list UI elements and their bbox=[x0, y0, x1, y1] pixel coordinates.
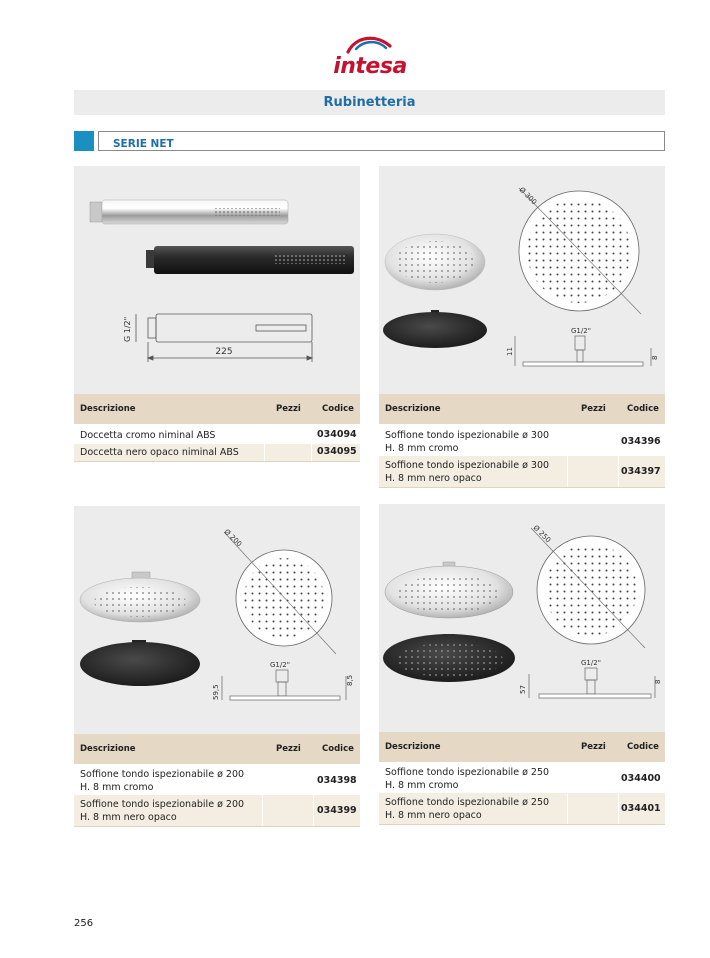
row-description: Doccetta nero opaco niminal ABS bbox=[80, 447, 239, 458]
drawing-height-right: 8 bbox=[651, 355, 659, 360]
row-description-line1: Soffione tondo ispezionabile ø 300 bbox=[385, 460, 550, 471]
drawing-thread-label: G1/2" bbox=[571, 327, 591, 335]
drawing-thread-label: G1/2" bbox=[270, 661, 290, 669]
chrome-round-shower-head bbox=[80, 572, 200, 622]
shower-head-drawing-top-view bbox=[517, 185, 641, 314]
row-pieces bbox=[264, 444, 312, 461]
drawing-height-left: 11 bbox=[506, 347, 514, 356]
page-title: Rubinetteria bbox=[323, 95, 416, 110]
table-row bbox=[379, 427, 665, 456]
table-row bbox=[74, 427, 360, 444]
row-code: 034401 bbox=[621, 803, 661, 814]
column-description-header: Descrizione bbox=[385, 404, 441, 414]
product-table-header-4 bbox=[379, 732, 665, 762]
drawing-height-right: 8 bbox=[654, 679, 662, 684]
drawing-thread-dimension: G 1/2" bbox=[123, 316, 132, 342]
drawing-diameter-label: Ø 300 bbox=[517, 185, 539, 207]
table-row bbox=[74, 766, 360, 795]
product-table-header-3 bbox=[74, 734, 360, 764]
column-code-header: Codice bbox=[627, 404, 659, 414]
row-divider bbox=[379, 824, 665, 825]
product-image-panel-1 bbox=[74, 166, 360, 394]
table-row bbox=[74, 795, 360, 826]
column-pieces-header: Pezzi bbox=[276, 744, 301, 754]
column-description-header: Descrizione bbox=[385, 742, 441, 752]
chrome-hand-shower bbox=[90, 200, 288, 224]
drawing-height-left: 57 bbox=[519, 685, 527, 694]
drawing-height-left: 59,5 bbox=[212, 684, 220, 700]
row-divider bbox=[74, 461, 360, 462]
product-table-header-1 bbox=[74, 394, 360, 424]
column-pieces-header: Pezzi bbox=[581, 404, 606, 414]
drawing-diameter-label: Ø 250 bbox=[531, 523, 553, 545]
row-description bbox=[80, 768, 244, 794]
row-description bbox=[385, 459, 549, 485]
row-code: 034095 bbox=[317, 446, 357, 457]
table-row bbox=[379, 456, 665, 487]
product-table-header-2 bbox=[379, 394, 665, 424]
row-pieces bbox=[567, 764, 619, 793]
series-label: SERIE NET bbox=[113, 138, 174, 150]
row-code: 034397 bbox=[621, 466, 661, 477]
row-pieces bbox=[262, 795, 314, 826]
row-description-line2: H. 8 mm nero opaco bbox=[385, 810, 482, 821]
row-description-line1: Soffione tondo ispezionabile ø 300 bbox=[385, 430, 550, 441]
row-code: 034400 bbox=[621, 773, 661, 784]
black-round-shower-head bbox=[383, 634, 515, 682]
table-row bbox=[379, 764, 665, 793]
chrome-round-shower-head bbox=[385, 234, 485, 290]
column-code-header: Codice bbox=[322, 744, 354, 754]
page-number: 256 bbox=[74, 918, 94, 929]
row-pieces bbox=[567, 793, 619, 824]
intesa-logo bbox=[322, 34, 418, 82]
black-hand-shower bbox=[146, 246, 354, 274]
column-code-header: Codice bbox=[627, 742, 659, 752]
row-pieces bbox=[567, 456, 619, 487]
row-description bbox=[385, 796, 549, 822]
product-image-panel-3 bbox=[74, 506, 360, 734]
row-code: 034398 bbox=[317, 775, 357, 786]
shower-head-drawing-side-view bbox=[529, 668, 655, 698]
row-description: Doccetta cromo niminal ABS bbox=[80, 430, 216, 441]
column-code-header: Codice bbox=[322, 404, 354, 414]
row-description-line1: Soffione tondo ispezionabile ø 200 bbox=[80, 769, 245, 780]
row-code: 034399 bbox=[317, 805, 357, 816]
column-description-header: Descrizione bbox=[80, 404, 136, 414]
row-code: 034396 bbox=[621, 436, 661, 447]
row-description-line2: H. 8 mm cromo bbox=[80, 782, 154, 793]
drawing-diameter-label: Ø 200 bbox=[222, 527, 244, 549]
row-description-line1: Soffione tondo ispezionabile ø 250 bbox=[385, 797, 550, 808]
column-pieces-header: Pezzi bbox=[581, 742, 606, 752]
drawing-thread-label: G1/2" bbox=[581, 659, 601, 667]
row-description bbox=[385, 429, 549, 455]
row-description bbox=[385, 766, 549, 792]
shower-head-drawing-side-view bbox=[222, 670, 346, 700]
row-description-line2: H. 8 mm nero opaco bbox=[80, 812, 177, 823]
row-divider bbox=[74, 826, 360, 827]
product-image-panel-4 bbox=[379, 504, 665, 732]
row-description-line2: H. 8 mm nero opaco bbox=[385, 473, 482, 484]
row-code: 034094 bbox=[317, 429, 357, 440]
row-pieces bbox=[262, 766, 314, 795]
row-divider bbox=[379, 487, 665, 488]
chrome-round-shower-head bbox=[385, 562, 513, 618]
row-pieces bbox=[264, 427, 312, 444]
shower-head-drawing-side-view bbox=[515, 336, 651, 366]
logo-wordmark: intesa bbox=[333, 54, 407, 79]
row-description bbox=[80, 798, 244, 824]
row-description-line1: Soffione tondo ispezionabile ø 200 bbox=[80, 799, 245, 810]
row-description-line2: H. 8 mm cromo bbox=[385, 780, 459, 791]
row-description-line2: H. 8 mm cromo bbox=[385, 443, 459, 454]
table-row bbox=[379, 793, 665, 824]
table-row bbox=[74, 444, 360, 461]
column-pieces-header: Pezzi bbox=[276, 404, 301, 414]
black-round-shower-head bbox=[383, 310, 487, 348]
column-description-header: Descrizione bbox=[80, 744, 136, 754]
series-header bbox=[98, 131, 665, 151]
shower-head-drawing-top-view bbox=[531, 528, 645, 648]
drawing-length-dimension: 225 bbox=[215, 347, 233, 357]
shower-head-drawing-top-view bbox=[224, 532, 336, 654]
product-image-panel-2 bbox=[379, 166, 665, 394]
row-description-line1: Soffione tondo ispezionabile ø 250 bbox=[385, 767, 550, 778]
section-title-band bbox=[74, 90, 665, 115]
black-round-shower-head bbox=[80, 640, 200, 686]
row-pieces bbox=[567, 427, 619, 456]
drawing-height-right: 8,5 bbox=[346, 674, 354, 686]
series-marker bbox=[74, 131, 94, 151]
